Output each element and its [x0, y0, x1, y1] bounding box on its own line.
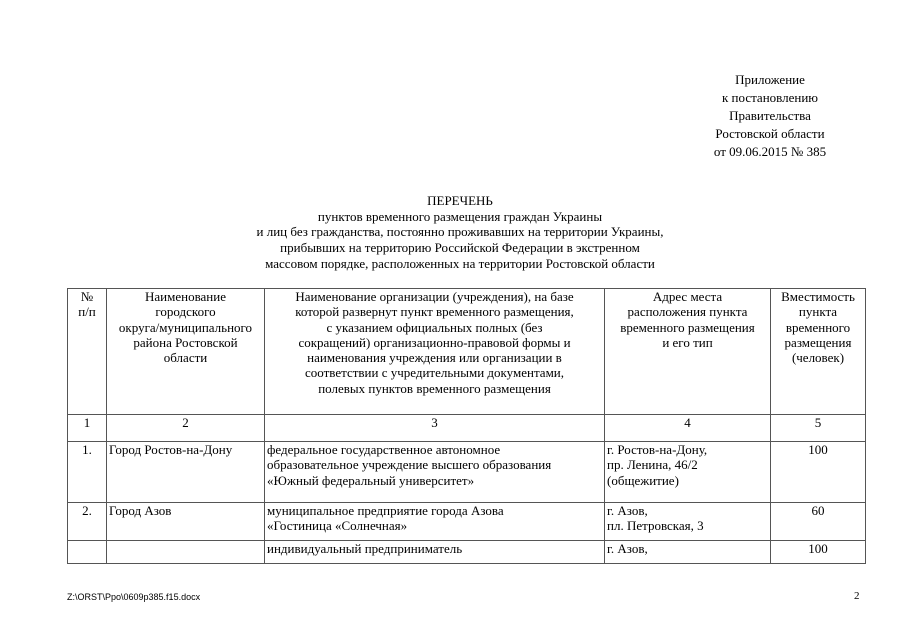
- row-address: г. Азов,: [605, 541, 771, 564]
- table-row: [68, 541, 866, 564]
- table-row: [68, 442, 866, 503]
- row-capacity: 100: [771, 442, 866, 503]
- row-district: Город Ростов-на-Дону: [107, 442, 265, 503]
- appendix-line: от 09.06.2015 № 385: [713, 144, 827, 159]
- title-line: массовом порядке, расположенных на территории Ростовской области: [265, 255, 655, 271]
- header-capacity: Вместимость пункта временного размещения (человек): [771, 289, 866, 415]
- row-number: [68, 541, 107, 564]
- row-organization: индивидуальный предприниматель: [265, 541, 605, 564]
- title-line: и лиц без гражданства, постоянно проживавших на территории Украины,: [256, 224, 664, 240]
- points-table: [67, 288, 866, 564]
- header-address: Адрес места расположения пункта временного размещения и его тип: [605, 289, 771, 415]
- column-number: 4: [605, 415, 771, 442]
- row-address: г. Азов, пл. Петровская, 3: [605, 503, 771, 541]
- row-organization: муниципальное предприятие города Азова «Гостиница «Солнечная»: [265, 503, 605, 541]
- header-district: Наименование городского округа/муниципального района Ростовской области: [107, 289, 265, 415]
- row-organization: федеральное государственное автономное образовательное учреждение высшего образования «Южный федеральный университет»: [265, 442, 605, 503]
- column-number-row: [68, 415, 866, 442]
- document-title: [170, 193, 750, 272]
- row-district: [107, 541, 265, 564]
- table-header-row: [68, 289, 866, 415]
- title-line: пунктов временного размещения граждан Украины: [317, 208, 603, 224]
- row-number: 1.: [68, 442, 107, 503]
- appendix-line: к постановлению: [721, 90, 819, 105]
- appendix-line: Приложение: [735, 72, 805, 87]
- appendix-block: [690, 71, 850, 161]
- header-no: № п/п: [68, 289, 107, 415]
- row-capacity: 60: [771, 503, 866, 541]
- column-number: 5: [771, 415, 866, 442]
- row-address: г. Ростов-на-Дону, пр. Ленина, 46/2 (общежитие): [605, 442, 771, 503]
- title-heading: ПЕРЕЧЕНЬ: [427, 193, 493, 208]
- title-line: прибывших на территорию Российской Федерации в экстренном: [280, 240, 640, 256]
- footer-file-path: Z:\ORST\Ppo\0609p385.f15.docx: [67, 592, 201, 602]
- column-number: 2: [107, 415, 265, 442]
- row-capacity: 100: [771, 541, 866, 564]
- table-row: [68, 503, 866, 541]
- appendix-line: Ростовской области: [715, 126, 825, 141]
- column-number: 1: [68, 415, 107, 442]
- column-number: 3: [265, 415, 605, 442]
- row-district: Город Азов: [107, 503, 265, 541]
- page-number: 2: [854, 590, 860, 602]
- header-organization: Наименование организации (учреждения), на базе которой развернут пункт временного размещения, с указанием официальных полных (без сокращений) организационно-правовой формы и наименования учреждения или организации в соответствии с учредительными документами, полевых пунктов временного размещения: [265, 289, 605, 415]
- row-number: 2.: [68, 503, 107, 541]
- appendix-line: Правительства: [729, 108, 811, 123]
